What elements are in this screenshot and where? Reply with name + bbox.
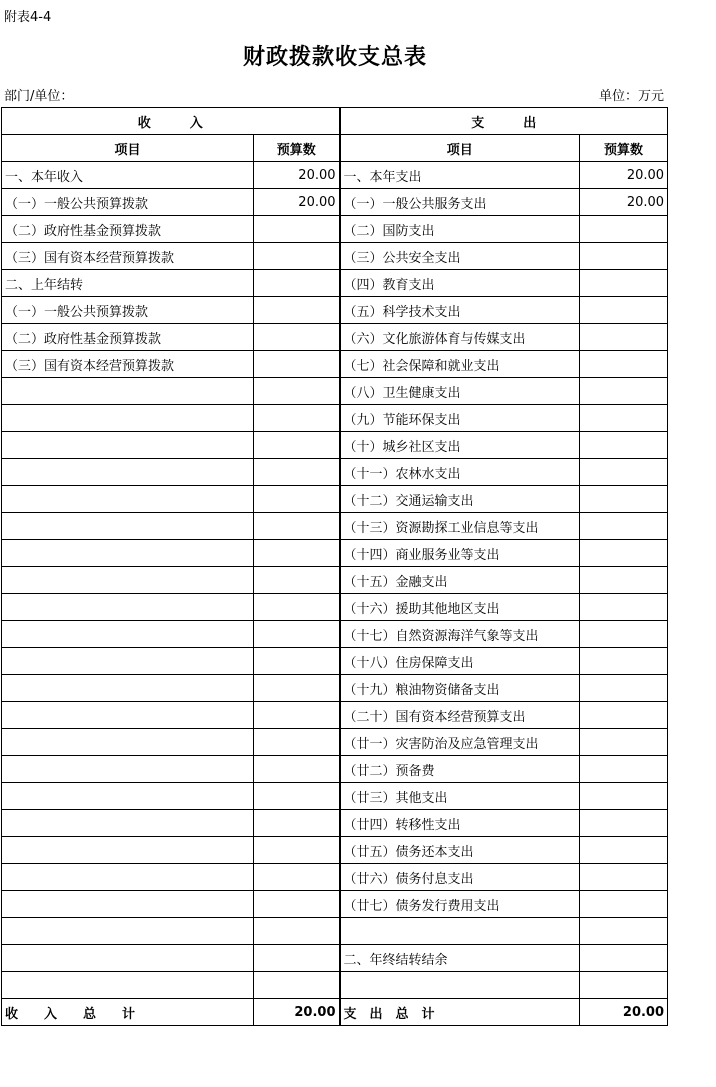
income-budget-cell — [254, 405, 340, 432]
expense-budget-cell — [580, 972, 668, 999]
expense-item-cell: 二、年终结转结余 — [340, 945, 580, 972]
table-row — [2, 540, 668, 567]
table-row — [2, 243, 668, 270]
income-item-cell — [2, 432, 254, 459]
expense-item-cell: （十四）商业服务业等支出 — [340, 540, 580, 567]
table-row — [2, 648, 668, 675]
income-item-cell — [2, 405, 254, 432]
expense-item-cell: （二十）国有资本经营预算支出 — [340, 702, 580, 729]
income-budget-cell — [254, 729, 340, 756]
expense-item-cell: （十九）粮油物资储备支出 — [340, 675, 580, 702]
income-budget-cell — [254, 648, 340, 675]
income-budget-cell — [254, 756, 340, 783]
income-budget-cell — [254, 486, 340, 513]
budget-table — [1, 107, 668, 1026]
income-budget-cell — [254, 837, 340, 864]
table-row — [2, 432, 668, 459]
income-item-cell — [2, 675, 254, 702]
table-row — [2, 756, 668, 783]
income-budget-cell — [254, 459, 340, 486]
expense-budget-cell — [580, 621, 668, 648]
expense-item-cell: （十五）金融支出 — [340, 567, 580, 594]
expense-item-cell: （九）节能环保支出 — [340, 405, 580, 432]
income-item-cell — [2, 729, 254, 756]
expense-item-cell: （十六）援助其他地区支出 — [340, 594, 580, 621]
table-row — [2, 297, 668, 324]
page-title: 财政拨款收支总表 — [242, 44, 427, 70]
table-row — [2, 729, 668, 756]
income-budget-cell — [254, 324, 340, 351]
table-row — [2, 891, 668, 918]
income-total-label: 收 入 总 计 — [2, 999, 254, 1026]
expense-item-cell: （廿四）转移性支出 — [340, 810, 580, 837]
expense-budget-cell — [580, 270, 668, 297]
income-budget-cell — [254, 918, 340, 945]
column-header-row — [2, 135, 668, 162]
income-item-header: 项目 — [2, 135, 254, 162]
expense-item-cell: （六）文化旅游体育与传媒支出 — [340, 324, 580, 351]
income-item-cell: （二）政府性基金预算拨款 — [2, 324, 254, 351]
income-item-cell: （二）政府性基金预算拨款 — [2, 216, 254, 243]
table-row — [2, 378, 668, 405]
expense-budget-cell — [580, 837, 668, 864]
income-budget-cell — [254, 621, 340, 648]
expense-budget-cell — [580, 243, 668, 270]
expense-budget-cell — [580, 918, 668, 945]
unit-label: 单位：万元 — [598, 89, 664, 104]
income-item-cell — [2, 540, 254, 567]
expense-budget-cell: 20.00 — [580, 162, 668, 189]
income-item-cell — [2, 486, 254, 513]
expense-item-cell — [340, 918, 580, 945]
expense-budget-cell — [580, 378, 668, 405]
income-item-cell — [2, 891, 254, 918]
expense-budget-cell — [580, 513, 668, 540]
expense-item-cell: （廿五）债务还本支出 — [340, 837, 580, 864]
expense-item-cell: （廿三）其他支出 — [340, 783, 580, 810]
expense-budget-cell — [580, 783, 668, 810]
income-total-value: 20.00 — [254, 999, 340, 1026]
income-item-cell — [2, 837, 254, 864]
income-budget-cell — [254, 351, 340, 378]
expense-item-cell: （八）卫生健康支出 — [340, 378, 580, 405]
expense-item-cell: （廿二）预备费 — [340, 756, 580, 783]
income-item-cell — [2, 378, 254, 405]
income-budget-cell — [254, 513, 340, 540]
expense-budget-cell — [580, 675, 668, 702]
income-budget-cell — [254, 297, 340, 324]
expense-budget-cell — [580, 567, 668, 594]
income-item-cell — [2, 864, 254, 891]
income-item-cell — [2, 972, 254, 999]
income-group-header: 收 入 — [2, 108, 340, 135]
income-item-cell — [2, 810, 254, 837]
expense-item-cell: （十七）自然资源海洋气象等支出 — [340, 621, 580, 648]
income-budget-cell — [254, 540, 340, 567]
income-item-cell — [2, 594, 254, 621]
group-header-row — [2, 108, 668, 135]
income-budget-cell — [254, 243, 340, 270]
income-item-cell: （一）一般公共预算拨款 — [2, 189, 254, 216]
expense-budget-cell — [580, 702, 668, 729]
expense-item-cell: （十三）资源勘探工业信息等支出 — [340, 513, 580, 540]
total-row — [2, 999, 668, 1026]
income-item-cell: （一）一般公共预算拨款 — [2, 297, 254, 324]
table-row — [2, 216, 668, 243]
expense-total-label: 支 出 总 计 — [340, 999, 580, 1026]
table-row — [2, 351, 668, 378]
table-row — [2, 972, 668, 999]
expense-budget-header: 预算数 — [580, 135, 668, 162]
expense-total-value: 20.00 — [580, 999, 668, 1026]
expense-item-cell: （四）教育支出 — [340, 270, 580, 297]
expense-budget-cell — [580, 891, 668, 918]
table-row — [2, 783, 668, 810]
table-row — [2, 621, 668, 648]
expense-item-cell: （十八）住房保障支出 — [340, 648, 580, 675]
table-row — [2, 864, 668, 891]
expense-budget-cell: 20.00 — [580, 189, 668, 216]
table-row — [2, 810, 668, 837]
income-budget-cell — [254, 972, 340, 999]
expense-item-cell: （廿七）债务发行费用支出 — [340, 891, 580, 918]
table-row — [2, 324, 668, 351]
income-item-cell — [2, 756, 254, 783]
income-budget-cell — [254, 783, 340, 810]
expense-budget-cell — [580, 864, 668, 891]
income-item-cell — [2, 783, 254, 810]
expense-item-cell: （一）一般公共服务支出 — [340, 189, 580, 216]
table-row — [2, 567, 668, 594]
expense-budget-cell — [580, 729, 668, 756]
expense-budget-cell — [580, 459, 668, 486]
income-budget-cell — [254, 378, 340, 405]
income-budget-cell — [254, 270, 340, 297]
table-row — [2, 270, 668, 297]
income-budget-cell — [254, 216, 340, 243]
department-label: 部门/单位： — [4, 89, 74, 104]
income-budget-cell — [254, 864, 340, 891]
income-item-cell — [2, 945, 254, 972]
expense-item-cell: （三）公共安全支出 — [340, 243, 580, 270]
expense-item-header: 项目 — [340, 135, 580, 162]
income-budget-header: 预算数 — [254, 135, 340, 162]
expense-budget-cell — [580, 756, 668, 783]
expense-budget-cell — [580, 810, 668, 837]
expense-group-header: 支 出 — [340, 108, 668, 135]
table-row — [2, 675, 668, 702]
income-item-cell — [2, 918, 254, 945]
income-budget-cell — [254, 594, 340, 621]
income-budget-cell — [254, 567, 340, 594]
table-row — [2, 945, 668, 972]
income-budget-cell — [254, 432, 340, 459]
table-row — [2, 513, 668, 540]
expense-item-cell: （七）社会保障和就业支出 — [340, 351, 580, 378]
expense-item-cell: （廿六）债务付息支出 — [340, 864, 580, 891]
income-item-cell — [2, 621, 254, 648]
expense-budget-cell — [580, 486, 668, 513]
expense-budget-cell — [580, 351, 668, 378]
table-row — [2, 837, 668, 864]
income-item-cell: 二、上年结转 — [2, 270, 254, 297]
income-budget-cell — [254, 702, 340, 729]
table-row — [2, 459, 668, 486]
expense-budget-cell — [580, 405, 668, 432]
income-budget-cell — [254, 810, 340, 837]
table-row — [2, 594, 668, 621]
income-item-cell: （三）国有资本经营预算拨款 — [2, 351, 254, 378]
table-row — [2, 918, 668, 945]
income-item-cell — [2, 567, 254, 594]
table-row — [2, 162, 668, 189]
income-budget-cell — [254, 891, 340, 918]
expense-budget-cell — [580, 297, 668, 324]
income-item-cell: （三）国有资本经营预算拨款 — [2, 243, 254, 270]
expense-item-cell: （五）科学技术支出 — [340, 297, 580, 324]
expense-item-cell: （十二）交通运输支出 — [340, 486, 580, 513]
expense-item-cell — [340, 972, 580, 999]
table-row — [2, 405, 668, 432]
income-item-cell: 一、本年收入 — [2, 162, 254, 189]
income-budget-cell — [254, 675, 340, 702]
income-item-cell — [2, 648, 254, 675]
expense-budget-cell — [580, 324, 668, 351]
expense-item-cell: 一、本年支出 — [340, 162, 580, 189]
table-row — [2, 189, 668, 216]
expense-budget-cell — [580, 594, 668, 621]
income-item-cell — [2, 702, 254, 729]
budget-table-body — [2, 108, 668, 1026]
expense-budget-cell — [580, 540, 668, 567]
expense-budget-cell — [580, 216, 668, 243]
income-item-cell — [2, 459, 254, 486]
table-row — [2, 702, 668, 729]
expense-item-cell: （廿一）灾害防治及应急管理支出 — [340, 729, 580, 756]
expense-item-cell: （十一）农林水支出 — [340, 459, 580, 486]
income-budget-cell: 20.00 — [254, 162, 340, 189]
income-item-cell — [2, 513, 254, 540]
expense-budget-cell — [580, 432, 668, 459]
expense-budget-cell — [580, 945, 668, 972]
table-row — [2, 486, 668, 513]
expense-budget-cell — [580, 648, 668, 675]
income-budget-cell — [254, 945, 340, 972]
attachment-label: 附表4-4 — [4, 10, 52, 25]
income-budget-cell: 20.00 — [254, 189, 340, 216]
expense-item-cell: （十）城乡社区支出 — [340, 432, 580, 459]
expense-item-cell: （二）国防支出 — [340, 216, 580, 243]
